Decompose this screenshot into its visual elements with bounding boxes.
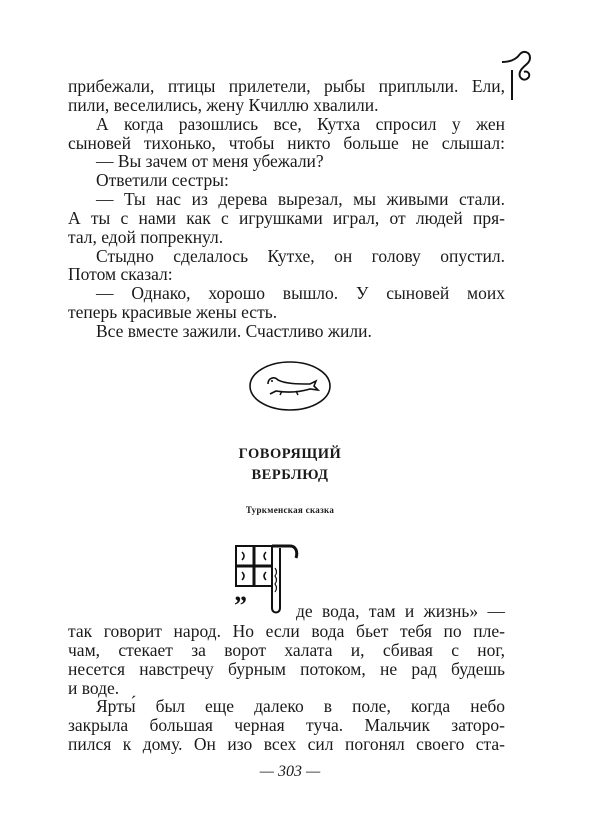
text-line: тал, едой попрекнул. xyxy=(68,226,224,247)
text-line: чам, стекает за ворот халата и, сбивая с ног, xyxy=(68,639,505,660)
seal-emblem-icon xyxy=(248,360,332,412)
text-line: Все вместе зажили. Счастливо жили. xyxy=(96,320,372,341)
text-line: Стыдно сделалось Кутхе, он голову опустил. xyxy=(96,245,505,266)
text-line: пился к дому. Он изо всех сил погонял своего ста- xyxy=(68,734,505,755)
text-line: Потом сказал: xyxy=(68,264,173,285)
text-line: А ты с нами как с игрушками играл, от людей пря- xyxy=(68,207,505,228)
previous-story-ending xyxy=(68,77,505,341)
story-subtitle: Туркменская сказка xyxy=(245,505,335,515)
text-line: — Ты нас из дерева вырезал, мы живыми стали. xyxy=(96,189,505,210)
text-line: теперь красивые жены есть. xyxy=(68,302,278,323)
text-line: сыновей тихонько, чтобы никто больше не слышал: xyxy=(68,132,505,153)
text-line: прибежали, птицы прилетели, рыбы приплыли. Ели, xyxy=(68,76,505,96)
text-line: так говорит народ. Но если вода бьет тебя по пле- xyxy=(68,621,505,641)
text-line: — Вы зачем от меня убежали? xyxy=(96,151,324,172)
story-title-line2: ВЕРБЛЮД xyxy=(251,467,329,483)
text-line: несется навстречу бурным потоком, не рад будешь xyxy=(68,658,505,679)
text-line: — Однако, хорошо вышло. У сыновей моих xyxy=(96,283,505,304)
text-line: и воде. xyxy=(68,677,120,698)
text-line: Ответили сестры: xyxy=(96,170,229,191)
corner-ornament-icon xyxy=(500,48,534,104)
page-number: — 303 — xyxy=(259,763,321,780)
story-title-line1: ГОВОРЯЩИЙ xyxy=(238,446,342,462)
ornamental-drop-cap xyxy=(232,538,302,618)
story-first-line: де вода, там и жизнь» — xyxy=(296,601,505,621)
text-line: пили, веселились, жену Кчиллю хвалили. xyxy=(68,94,379,115)
story-body xyxy=(68,622,505,754)
svg-text:”: ” xyxy=(234,591,247,618)
text-line: закрыла большая черная туча. Мальчик заторо- xyxy=(68,715,505,736)
text-line: А когда разошлись все, Кутха спросил у жен xyxy=(96,113,505,134)
text-line: Ярты́ был еще далеко в поле, когда небо xyxy=(96,696,505,717)
